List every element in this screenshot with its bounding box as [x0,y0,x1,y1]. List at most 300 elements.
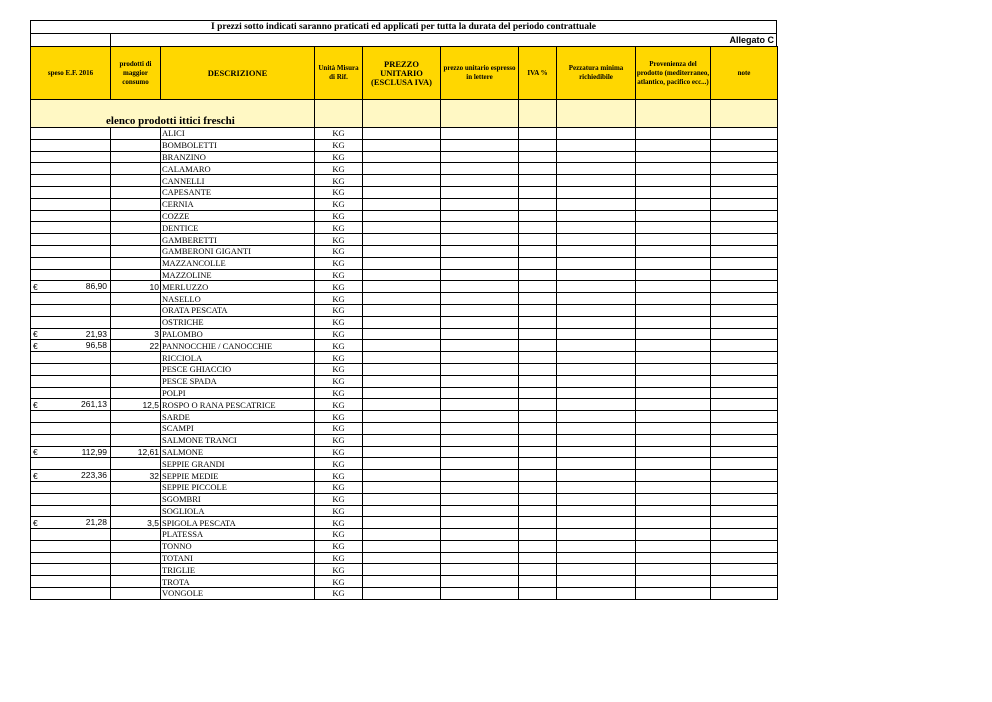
spent-cell[interactable] [31,540,111,552]
min-size-cell[interactable] [557,387,636,399]
vat-cell[interactable] [519,552,557,564]
spent-cell[interactable] [31,387,111,399]
min-size-cell[interactable] [557,493,636,505]
section-cell[interactable] [441,100,519,128]
min-size-cell[interactable] [557,576,636,588]
spent-cell[interactable] [31,281,111,293]
notes-cell[interactable] [711,505,778,517]
spent-cell[interactable] [31,529,111,541]
vat-cell[interactable] [519,234,557,246]
description-cell[interactable]: OSTRICHE [161,316,315,328]
min-size-cell[interactable] [557,175,636,187]
spent-cell[interactable] [31,198,111,210]
spent-cell[interactable] [31,375,111,387]
quantity-cell[interactable] [111,481,161,493]
description-cell[interactable]: TRIGLIE [161,564,315,576]
origin-cell[interactable] [636,564,711,576]
unit-cell[interactable]: KG [315,340,363,352]
header-min-size[interactable]: Pezzatura minima richiedibile [557,47,636,100]
price-words-cell[interactable] [441,234,519,246]
price-cell[interactable] [363,281,441,293]
min-size-cell[interactable] [557,269,636,281]
quantity-cell[interactable] [111,245,161,257]
quantity-cell[interactable] [111,210,161,222]
spent-cell[interactable] [31,210,111,222]
origin-cell[interactable] [636,269,711,281]
price-words-cell[interactable] [441,576,519,588]
header-vat[interactable]: IVA % [519,47,557,100]
quantity-cell[interactable] [111,175,161,187]
notes-cell[interactable] [711,481,778,493]
description-cell[interactable]: SGOMBRI [161,493,315,505]
description-cell[interactable]: PESCE SPADA [161,375,315,387]
spent-cell[interactable] [31,588,111,600]
price-cell[interactable] [363,576,441,588]
unit-cell[interactable]: KG [315,163,363,175]
notes-cell[interactable] [711,458,778,470]
notes-cell[interactable] [711,564,778,576]
header-spent[interactable]: speso E.F. 2016 [31,47,111,100]
unit-cell[interactable]: KG [315,517,363,529]
vat-cell[interactable] [519,399,557,411]
notes-cell[interactable] [711,363,778,375]
price-words-cell[interactable] [441,564,519,576]
price-cell[interactable] [363,304,441,316]
min-size-cell[interactable] [557,481,636,493]
vat-cell[interactable] [519,576,557,588]
quantity-cell[interactable]: 22 [111,340,161,352]
price-words-cell[interactable] [441,281,519,293]
vat-cell[interactable] [519,375,557,387]
origin-cell[interactable] [636,210,711,222]
description-cell[interactable]: SEPPIE GRANDI [161,458,315,470]
min-size-cell[interactable] [557,234,636,246]
min-size-cell[interactable] [557,529,636,541]
min-size-cell[interactable] [557,505,636,517]
origin-cell[interactable] [636,257,711,269]
unit-cell[interactable]: KG [315,505,363,517]
origin-cell[interactable] [636,411,711,423]
description-cell[interactable]: NASELLO [161,293,315,305]
notes-cell[interactable] [711,269,778,281]
price-words-cell[interactable] [441,257,519,269]
min-size-cell[interactable] [557,340,636,352]
origin-cell[interactable] [636,139,711,151]
origin-cell[interactable] [636,198,711,210]
unit-cell[interactable]: KG [315,552,363,564]
min-size-cell[interactable] [557,458,636,470]
price-cell[interactable] [363,128,441,140]
unit-cell[interactable]: KG [315,128,363,140]
unit-cell[interactable]: KG [315,375,363,387]
price-cell[interactable] [363,458,441,470]
price-words-cell[interactable] [441,352,519,364]
min-size-cell[interactable] [557,552,636,564]
price-words-cell[interactable] [441,198,519,210]
origin-cell[interactable] [636,363,711,375]
min-size-cell[interactable] [557,281,636,293]
price-words-cell[interactable] [441,328,519,340]
vat-cell[interactable] [519,422,557,434]
origin-cell[interactable] [636,234,711,246]
vat-cell[interactable] [519,304,557,316]
unit-cell[interactable]: KG [315,399,363,411]
notes-cell[interactable] [711,139,778,151]
description-cell[interactable]: RICCIOLA [161,352,315,364]
description-cell[interactable]: PALOMBO [161,328,315,340]
notes-cell[interactable] [711,540,778,552]
description-cell[interactable]: PLATESSA [161,529,315,541]
price-cell[interactable] [363,493,441,505]
unit-cell[interactable]: KG [315,139,363,151]
notes-cell[interactable] [711,387,778,399]
price-words-cell[interactable] [441,529,519,541]
notes-cell[interactable] [711,411,778,423]
price-words-cell[interactable] [441,470,519,482]
price-cell[interactable] [363,411,441,423]
price-words-cell[interactable] [441,588,519,600]
origin-cell[interactable] [636,128,711,140]
spent-cell[interactable] [31,340,111,352]
notes-cell[interactable] [711,234,778,246]
quantity-cell[interactable] [111,588,161,600]
price-cell[interactable] [363,434,441,446]
notes-cell[interactable] [711,175,778,187]
min-size-cell[interactable] [557,375,636,387]
quantity-cell[interactable]: 12,61 [111,446,161,458]
price-cell[interactable] [363,139,441,151]
quantity-cell[interactable] [111,493,161,505]
spent-cell[interactable] [31,234,111,246]
price-cell[interactable] [363,186,441,198]
origin-cell[interactable] [636,186,711,198]
unit-cell[interactable]: KG [315,363,363,375]
quantity-cell[interactable] [111,139,161,151]
price-cell[interactable] [363,481,441,493]
price-words-cell[interactable] [441,363,519,375]
origin-cell[interactable] [636,151,711,163]
price-words-cell[interactable] [441,387,519,399]
origin-cell[interactable] [636,175,711,187]
min-size-cell[interactable] [557,328,636,340]
vat-cell[interactable] [519,387,557,399]
price-words-cell[interactable] [441,375,519,387]
min-size-cell[interactable] [557,293,636,305]
description-cell[interactable]: ORATA PESCATA [161,304,315,316]
notes-cell[interactable] [711,576,778,588]
origin-cell[interactable] [636,293,711,305]
unit-cell[interactable]: KG [315,352,363,364]
vat-cell[interactable] [519,529,557,541]
price-cell[interactable] [363,517,441,529]
section-cell[interactable] [636,100,711,128]
vat-cell[interactable] [519,186,557,198]
price-words-cell[interactable] [441,458,519,470]
notes-cell[interactable] [711,281,778,293]
vat-cell[interactable] [519,198,557,210]
price-cell[interactable] [363,446,441,458]
vat-cell[interactable] [519,540,557,552]
vat-cell[interactable] [519,128,557,140]
notes-cell[interactable] [711,493,778,505]
description-cell[interactable]: MERLUZZO [161,281,315,293]
min-size-cell[interactable] [557,564,636,576]
vat-cell[interactable] [519,139,557,151]
description-cell[interactable]: DENTICE [161,222,315,234]
spent-cell[interactable] [31,481,111,493]
price-words-cell[interactable] [441,269,519,281]
price-words-cell[interactable] [441,540,519,552]
price-cell[interactable] [363,316,441,328]
quantity-cell[interactable] [111,186,161,198]
description-cell[interactable]: TONNO [161,540,315,552]
origin-cell[interactable] [636,505,711,517]
notes-cell[interactable] [711,470,778,482]
price-cell[interactable] [363,328,441,340]
spent-cell[interactable] [31,139,111,151]
description-cell[interactable]: SEPPIE PICCOLE [161,481,315,493]
quantity-cell[interactable] [111,316,161,328]
quantity-cell[interactable]: 3,5 [111,517,161,529]
section-cell[interactable] [711,100,778,128]
unit-cell[interactable]: KG [315,151,363,163]
unit-cell[interactable]: KG [315,576,363,588]
quantity-cell[interactable] [111,387,161,399]
vat-cell[interactable] [519,363,557,375]
min-size-cell[interactable] [557,257,636,269]
vat-cell[interactable] [519,163,557,175]
quantity-cell[interactable] [111,576,161,588]
vat-cell[interactable] [519,257,557,269]
origin-cell[interactable] [636,352,711,364]
origin-cell[interactable] [636,529,711,541]
spent-cell[interactable] [31,399,111,411]
notes-cell[interactable] [711,552,778,564]
origin-cell[interactable] [636,481,711,493]
description-cell[interactable]: SEPPIE MEDIE [161,470,315,482]
origin-cell[interactable] [636,304,711,316]
description-cell[interactable]: BRANZINO [161,151,315,163]
min-size-cell[interactable] [557,352,636,364]
spent-cell[interactable] [31,434,111,446]
unit-cell[interactable]: KG [315,245,363,257]
min-size-cell[interactable] [557,163,636,175]
min-size-cell[interactable] [557,470,636,482]
unit-cell[interactable]: KG [315,422,363,434]
min-size-cell[interactable] [557,128,636,140]
spent-cell[interactable] [31,175,111,187]
description-cell[interactable]: SPIGOLA PESCATA [161,517,315,529]
quantity-cell[interactable] [111,505,161,517]
notes-cell[interactable] [711,588,778,600]
spent-cell[interactable] [31,564,111,576]
header-products[interactable]: prodotti di maggior consumo [111,47,161,100]
spent-cell[interactable] [31,505,111,517]
notes-cell[interactable] [711,517,778,529]
price-cell[interactable] [363,352,441,364]
price-cell[interactable] [363,375,441,387]
quantity-cell[interactable] [111,434,161,446]
spent-cell[interactable] [31,293,111,305]
unit-cell[interactable]: KG [315,234,363,246]
price-cell[interactable] [363,151,441,163]
min-size-cell[interactable] [557,517,636,529]
price-words-cell[interactable] [441,151,519,163]
origin-cell[interactable] [636,434,711,446]
vat-cell[interactable] [519,316,557,328]
price-words-cell[interactable] [441,139,519,151]
price-words-cell[interactable] [441,517,519,529]
quantity-cell[interactable]: 32 [111,470,161,482]
price-words-cell[interactable] [441,411,519,423]
description-cell[interactable]: SALMONE TRANCI [161,434,315,446]
price-cell[interactable] [363,163,441,175]
min-size-cell[interactable] [557,186,636,198]
unit-cell[interactable]: KG [315,257,363,269]
notes-cell[interactable] [711,210,778,222]
price-words-cell[interactable] [441,128,519,140]
spent-cell[interactable] [31,151,111,163]
price-cell[interactable] [363,222,441,234]
vat-cell[interactable] [519,434,557,446]
quantity-cell[interactable]: 3 [111,328,161,340]
spent-cell[interactable] [31,316,111,328]
description-cell[interactable]: BOMBOLETTI [161,139,315,151]
vat-cell[interactable] [519,352,557,364]
price-cell[interactable] [363,363,441,375]
notes-cell[interactable] [711,529,778,541]
vat-cell[interactable] [519,328,557,340]
notes-cell[interactable] [711,304,778,316]
origin-cell[interactable] [636,552,711,564]
unit-cell[interactable]: KG [315,470,363,482]
price-words-cell[interactable] [441,293,519,305]
price-cell[interactable] [363,470,441,482]
notes-cell[interactable] [711,352,778,364]
vat-cell[interactable] [519,340,557,352]
spent-cell[interactable] [31,552,111,564]
description-cell[interactable]: SCAMPI [161,422,315,434]
vat-cell[interactable] [519,446,557,458]
description-cell[interactable]: PESCE GHIACCIO [161,363,315,375]
description-cell[interactable]: POLPI [161,387,315,399]
description-cell[interactable]: VONGOLE [161,588,315,600]
spent-cell[interactable] [31,257,111,269]
notes-cell[interactable] [711,446,778,458]
description-cell[interactable]: TROTA [161,576,315,588]
min-size-cell[interactable] [557,422,636,434]
quantity-cell[interactable]: 12,5 [111,399,161,411]
description-cell[interactable]: CANNELLI [161,175,315,187]
price-cell[interactable] [363,387,441,399]
price-words-cell[interactable] [441,434,519,446]
unit-cell[interactable]: KG [315,210,363,222]
spent-cell[interactable] [31,352,111,364]
notes-cell[interactable] [711,434,778,446]
quantity-cell[interactable] [111,222,161,234]
spent-cell[interactable] [31,304,111,316]
price-cell[interactable] [363,588,441,600]
price-cell[interactable] [363,175,441,187]
quantity-cell[interactable] [111,458,161,470]
header-origin[interactable]: Provenienza del prodotto (mediterraneo, atlantico, pacifico ecc...) [636,47,711,100]
spent-cell[interactable] [31,458,111,470]
description-cell[interactable]: GAMBERONI GIGANTI [161,245,315,257]
price-cell[interactable] [363,269,441,281]
unit-cell[interactable]: KG [315,281,363,293]
unit-cell[interactable]: KG [315,328,363,340]
unit-cell[interactable]: KG [315,458,363,470]
origin-cell[interactable] [636,422,711,434]
unit-cell[interactable]: KG [315,540,363,552]
price-words-cell[interactable] [441,505,519,517]
vat-cell[interactable] [519,564,557,576]
unit-cell[interactable]: KG [315,446,363,458]
section-label[interactable]: elenco prodotti ittici freschi [31,100,315,128]
notes-cell[interactable] [711,257,778,269]
vat-cell[interactable] [519,588,557,600]
description-cell[interactable]: ROSPO O RANA PESCATRICE [161,399,315,411]
section-cell[interactable] [363,100,441,128]
quantity-cell[interactable] [111,304,161,316]
price-cell[interactable] [363,422,441,434]
price-cell[interactable] [363,234,441,246]
spent-cell[interactable] [31,128,111,140]
notes-cell[interactable] [711,316,778,328]
notes-cell[interactable] [711,375,778,387]
origin-cell[interactable] [636,375,711,387]
spent-cell[interactable] [31,269,111,281]
quantity-cell[interactable] [111,198,161,210]
vat-cell[interactable] [519,281,557,293]
notes-cell[interactable] [711,399,778,411]
description-cell[interactable]: CERNIA [161,198,315,210]
spent-cell[interactable] [31,576,111,588]
price-cell[interactable] [363,245,441,257]
section-cell[interactable] [519,100,557,128]
origin-cell[interactable] [636,222,711,234]
unit-cell[interactable]: KG [315,387,363,399]
price-words-cell[interactable] [441,422,519,434]
price-words-cell[interactable] [441,245,519,257]
section-cell[interactable] [557,100,636,128]
unit-cell[interactable]: KG [315,222,363,234]
price-cell[interactable] [363,540,441,552]
description-cell[interactable]: SARDE [161,411,315,423]
min-size-cell[interactable] [557,446,636,458]
quantity-cell[interactable] [111,128,161,140]
spent-cell[interactable] [31,422,111,434]
unit-cell[interactable]: KG [315,198,363,210]
description-cell[interactable]: SALMONE [161,446,315,458]
unit-cell[interactable]: KG [315,175,363,187]
description-cell[interactable]: GAMBERETTI [161,234,315,246]
price-words-cell[interactable] [441,222,519,234]
price-words-cell[interactable] [441,493,519,505]
quantity-cell[interactable] [111,564,161,576]
quantity-cell[interactable] [111,422,161,434]
price-cell[interactable] [363,552,441,564]
origin-cell[interactable] [636,163,711,175]
origin-cell[interactable] [636,458,711,470]
description-cell[interactable]: MAZZANCOLLE [161,257,315,269]
quantity-cell[interactable] [111,529,161,541]
description-cell[interactable]: PANNOCCHIE / CANOCCHIE [161,340,315,352]
vat-cell[interactable] [519,458,557,470]
quantity-cell[interactable] [111,293,161,305]
vat-cell[interactable] [519,505,557,517]
unit-cell[interactable]: KG [315,564,363,576]
